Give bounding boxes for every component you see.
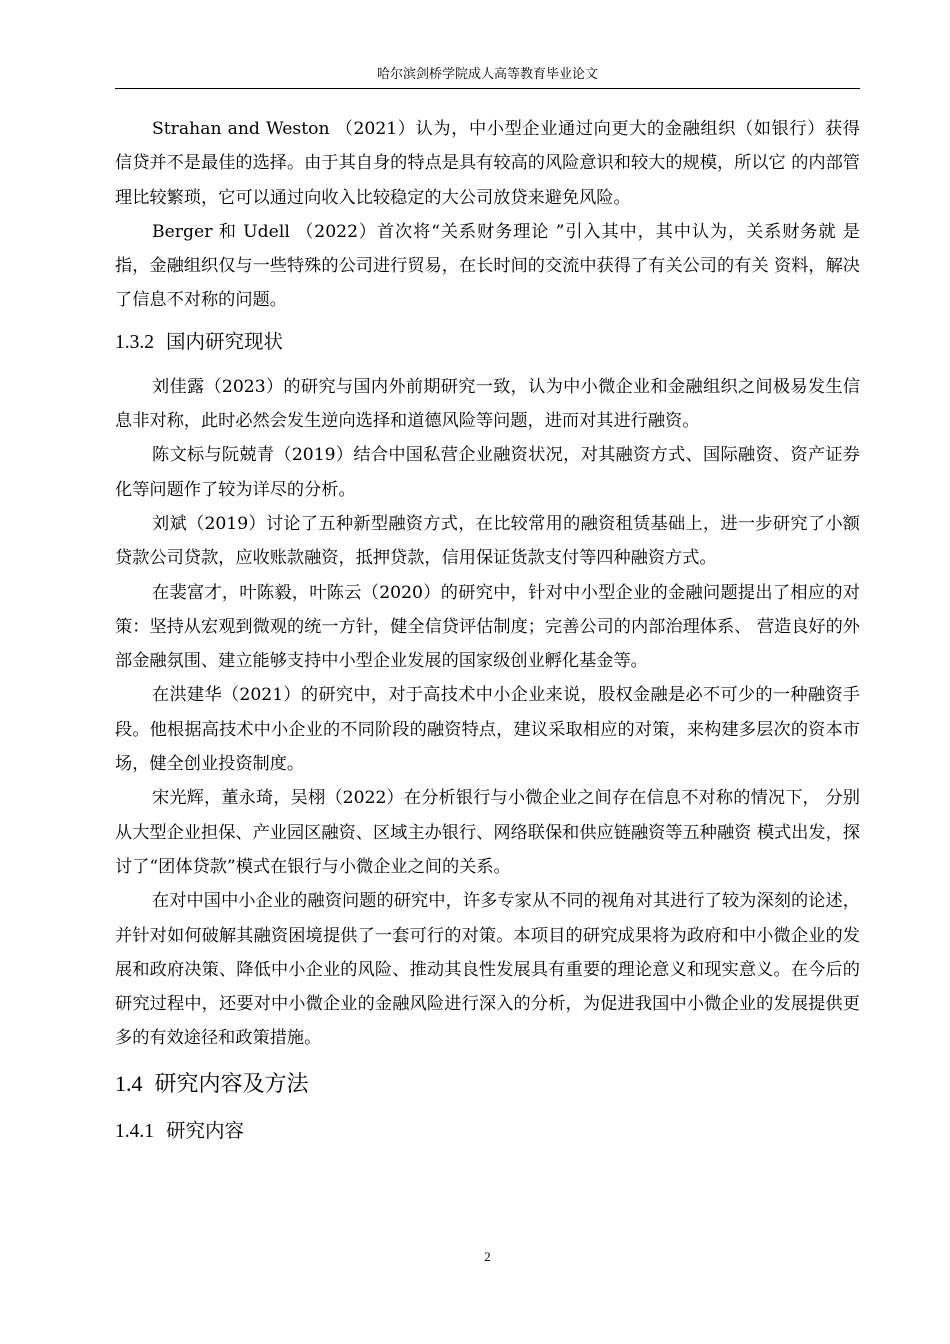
paragraph-berger-udell: Berger 和 Udell （2022）首次将“关系财务理论 ”引入其中，其中认为，关系财务就 是指，金融组织仅与一些特殊的公司进行贸易，在长时间的交流中获得了有关公司的有关 资料，解决了信息不对称的问题。 (115, 221, 860, 311)
paragraph-summary: 在对中国中小企业的融资问题的研究中，许多专家从不同的视角对其进行了较为深刻的论述，并针对如何破解其融资困境提供了一套可行的对策。本项目的研究成果将为政府和中小微企业的发展和政府决策、降低中小企业的风险、推动其良性发展具有重要的理论意义和现实意义。在今后的研究过程中，还要对中小微企业的金融风险进行深入的分析，为促进我国中小微企业的发展提供更多的有效途径和政策措施。 (115, 891, 860, 1049)
paragraph-pei-fucai: 在裴富才，叶陈毅，叶陈云（2020）的研究中，针对中小型企业的金融问题提出了相应的对策：坚持从宏观到微观的统一方针，健全信贷评估制度；完善公司的内部治理体系、 营造良好的外部金融氛围、建立能够支持中小型企业发展的国家级创业孵化基金等。 (115, 582, 860, 672)
section-title: 国内研究现状 (166, 329, 284, 353)
section-title: 研究内容及方法 (154, 1071, 309, 1097)
paragraph-strahan-weston: Strahan and Weston （2021）认为，中小型企业通过向更大的金融组织（如银行）获得 信贷并不是最佳的选择。由于其自身的特点是具有较高的风险意识和较大的规模，所以它 的内部管理比较繁琐，它可以通过向收入比较稳定的大公司放贷来避免风险。 (115, 119, 860, 208)
document-body (115, 112, 860, 1153)
paragraph-hong-jianhua: 在洪建华（2021）的研究中，对于高技术中小企业来说，股权金融是必不可少的一种融资手段。他根据高技术中小企业的不同阶段的融资特点，建议采取相应的对策，来构建多层次的资本市场，健全创业投资制度。 (115, 685, 860, 775)
section-heading-1-3-2 (115, 320, 860, 364)
section-number: 1.4 (115, 1070, 143, 1096)
paragraph-liu-jialu: 刘佳露（2023）的研究与国内外前期研究一致，认为中小微企业和金融组织之间极易发生信息非对称，此时必然会发生逆向选择和道德风险等问题，进而对其进行融资。 (115, 376, 860, 432)
section-number: 1.4.1 (115, 1120, 154, 1142)
section-heading-1-4-1 (115, 1109, 860, 1153)
page-number: 2 (484, 1249, 491, 1264)
paragraph-song-guanghui: 宋光辉，董永琦，吴栩（2022）在分析银行与小微企业之间存在信息不对称的情况下， 分别从大型企业担保、产业园区融资、区域主办银行、网络联保和供应链融资等五种融资 模式出发，探讨了“团体贷款”模式在银行与小微企业之间的关系。 (115, 788, 860, 877)
page-header: 哈尔滨剑桥学院成人高等教育毕业论文 (376, 67, 598, 82)
paragraph-chen-wenbiao: 陈文标与阮兢青（2019）结合中国私营企业融资状况，对其融资方式、国际融资、资产证券化等问题作了较为详尽的分析。 (115, 445, 860, 500)
section-number: 1.3.2 (115, 331, 154, 353)
section-heading-1-4 (115, 1060, 860, 1109)
header-divider (115, 88, 860, 89)
paragraph-liu-bin: 刘斌（2019）讨论了五种新型融资方式，在比较常用的融资租赁基础上，进一步研究了小额贷款公司贷款，应收账款融资，抵押贷款，信用保证货款支付等四种融资方式。 (115, 513, 860, 569)
section-title: 研究内容 (166, 1118, 245, 1142)
